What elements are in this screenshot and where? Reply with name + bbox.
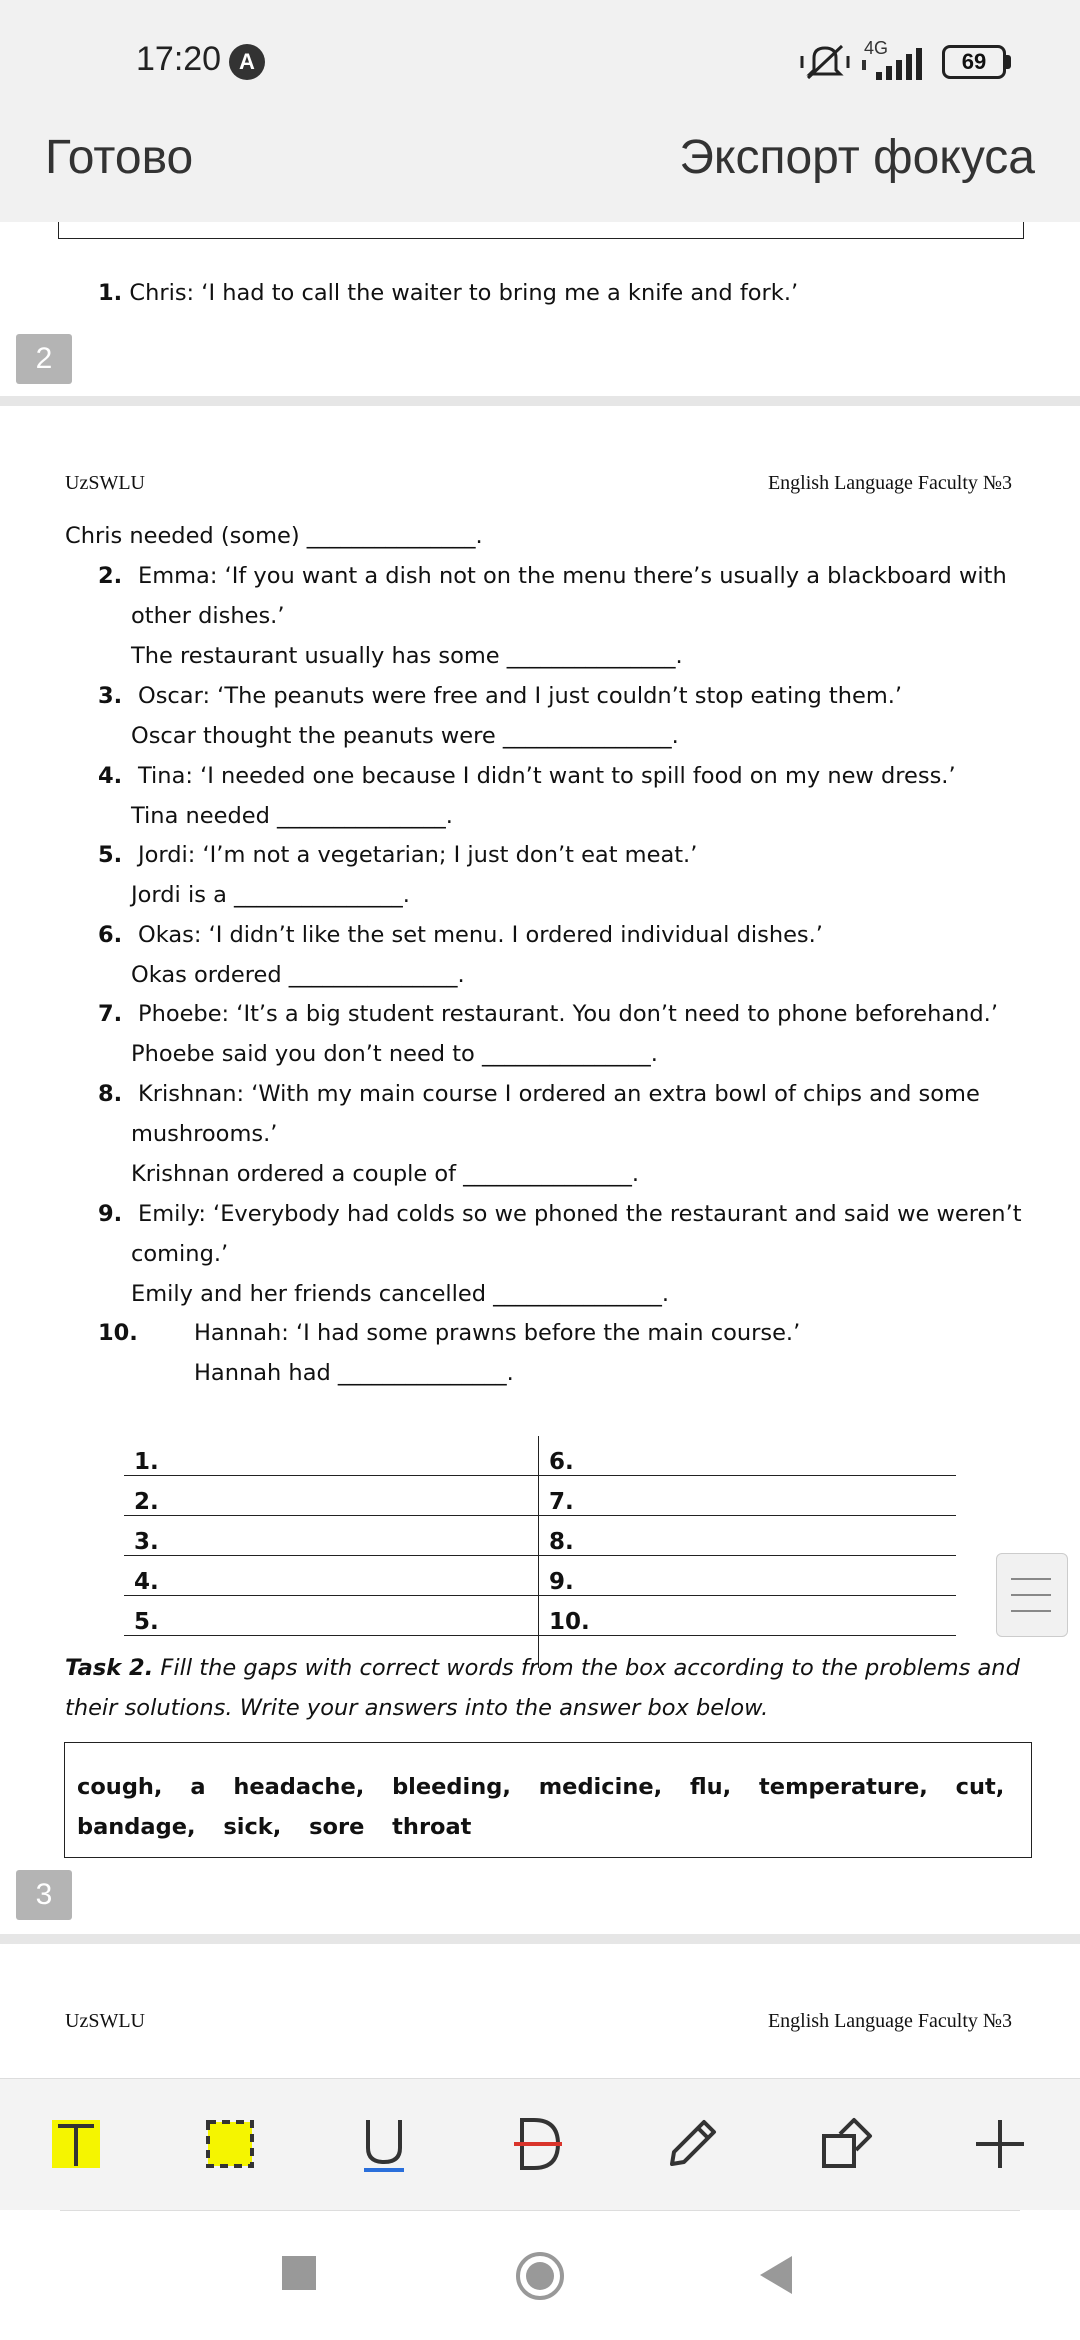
answer-table (124, 1436, 956, 1668)
item-6-line1: Okas: ‘I didn’t like the set menu. I ordered individual dishes.’ (138, 922, 823, 948)
item-8-line1: Krishnan: ‘With my main course I ordered an extra bowl of chips and some (138, 1081, 980, 1107)
item-4-line1: Tina: ‘I needed one because I didn’t want to spill food on my new dress.’ (138, 763, 956, 789)
item-3-line1: Oscar: ‘The peanuts were free and I just couldn’t stop eating them.’ (138, 683, 903, 709)
home-icon[interactable] (514, 2250, 566, 2302)
page-number-badge: 3 (16, 1870, 72, 1920)
answer-cell[interactable]: 1. (124, 1436, 539, 1476)
answer-cell[interactable]: 5. (124, 1596, 539, 1636)
item-5-number: 5. (98, 842, 123, 868)
table-row (124, 1556, 956, 1596)
page-header-left: UzSWLU (65, 472, 145, 494)
page-header-right: English Language Faculty №3 (767, 2010, 1012, 2032)
task-2-instructions (65, 1648, 1025, 1728)
previous-box-bottom (58, 222, 1024, 239)
status-app-badge: A (229, 44, 265, 80)
copy-tool-icon[interactable] (814, 2112, 878, 2176)
item-8-answer: Krishnan ordered a couple of _______________. (131, 1161, 640, 1187)
item-3-answer: Oscar thought the peanuts were _______________. (131, 723, 679, 749)
item-2-answer: The restaurant usually has some _______________. (131, 643, 683, 669)
underline-tool-icon[interactable] (352, 2112, 416, 2176)
answer-cell[interactable]: 3. (124, 1516, 539, 1556)
answer-cell[interactable]: 8. (539, 1516, 957, 1556)
item-7-number: 7. (98, 1001, 123, 1027)
task-2-label: Task 2. (65, 1655, 154, 1681)
page-number-badge: 2 (16, 334, 72, 384)
strikethrough-tool-icon[interactable] (506, 2112, 570, 2176)
page-header-right: English Language Faculty №3 (767, 472, 1012, 494)
item-6-answer: Okas ordered _______________. (131, 962, 465, 988)
item-3-number: 3. (98, 683, 123, 709)
item-number: 1. (98, 280, 123, 306)
word-box (64, 1742, 1032, 1858)
page-separator (0, 396, 1080, 406)
answer-cell[interactable]: 6. (539, 1436, 957, 1476)
item-2-line2: other dishes.’ (131, 603, 285, 629)
answer-cell[interactable]: 7. (539, 1476, 957, 1516)
table-row (124, 1476, 956, 1516)
table-row (124, 1516, 956, 1556)
nav-divider (60, 2210, 1020, 2211)
table-row (124, 1436, 956, 1476)
battery-indicator: 69 (942, 45, 1006, 79)
item-2-number: 2. (98, 563, 123, 589)
pen-tool-icon[interactable] (660, 2112, 724, 2176)
page-header-left: UzSWLU (65, 2010, 145, 2032)
item-9-line1: Emily: ‘Everybody had colds so we phoned the restaurant and said we weren’t (138, 1201, 1022, 1227)
item-9-line2: coming.’ (131, 1241, 229, 1267)
item-9-number: 9. (98, 1201, 123, 1227)
item-10-line1: Hannah: ‘I had some prawns before the main course.’ (194, 1320, 801, 1346)
item-7-answer: Phoebe said you don’t need to _______________. (131, 1041, 658, 1067)
item-1-answer: Chris needed (some) _______________. (65, 523, 483, 549)
scroll-handle[interactable] (996, 1553, 1068, 1637)
item-7-line1: Phoebe: ‘It’s a big student restaurant. You don’t need to phone beforehand.’ (138, 1001, 998, 1027)
word-box-words: cough, a headache, bleeding, medicine, flu, temperature, cut, bandage, sick, sore throat (77, 1774, 1005, 1840)
item-4-number: 4. (98, 763, 123, 789)
item-8-line2: mushrooms.’ (131, 1121, 278, 1147)
item-8-number: 8. (98, 1081, 123, 1107)
item-10-number: 10. (98, 1320, 138, 1346)
text-tool-icon[interactable] (44, 2112, 108, 2176)
item-2-line1: Emma: ‘If you want a dish not on the menu there’s usually a blackboard with (138, 563, 1007, 589)
network-type: 4G (864, 38, 889, 58)
select-area-tool-icon[interactable] (198, 2112, 262, 2176)
item-5-answer: Jordi is a _______________. (131, 882, 410, 908)
item-9-answer: Emily and her friends cancelled _______________. (131, 1281, 670, 1307)
signal-icon (862, 46, 932, 82)
task-2-text: Fill the gaps with correct words from the box according to the problems and their solutions. Write your answers into the answer box below. (65, 1655, 1020, 1721)
export-focus-button[interactable]: Экспорт фокуса (679, 131, 1035, 184)
item-5-line1: Jordi: ‘I’m not a vegetarian; I just don’t eat meat.’ (138, 842, 698, 868)
page1-item-1 (98, 280, 798, 306)
add-tool-icon[interactable] (968, 2112, 1032, 2176)
page-separator (0, 1934, 1080, 1944)
answer-cell[interactable]: 10. (539, 1596, 957, 1636)
mute-vibrate-icon (800, 40, 850, 84)
status-time: 17:20 (136, 40, 222, 78)
back-icon[interactable] (758, 2254, 794, 2296)
item-10-answer: Hannah had _______________. (194, 1360, 514, 1386)
item-6-number: 6. (98, 922, 123, 948)
table-row (124, 1596, 956, 1636)
item-4-answer: Tina needed _______________. (131, 803, 453, 829)
done-button[interactable]: Готово (45, 131, 194, 184)
answer-cell[interactable]: 4. (124, 1556, 539, 1596)
battery-tip (1006, 55, 1011, 69)
item-text: Chris: ‘I had to call the waiter to bring me a knife and fork.’ (129, 280, 799, 306)
answer-cell[interactable]: 2. (124, 1476, 539, 1516)
top-bar (0, 0, 1080, 222)
answer-cell[interactable]: 9. (539, 1556, 957, 1596)
recent-apps-icon[interactable] (282, 2256, 316, 2290)
